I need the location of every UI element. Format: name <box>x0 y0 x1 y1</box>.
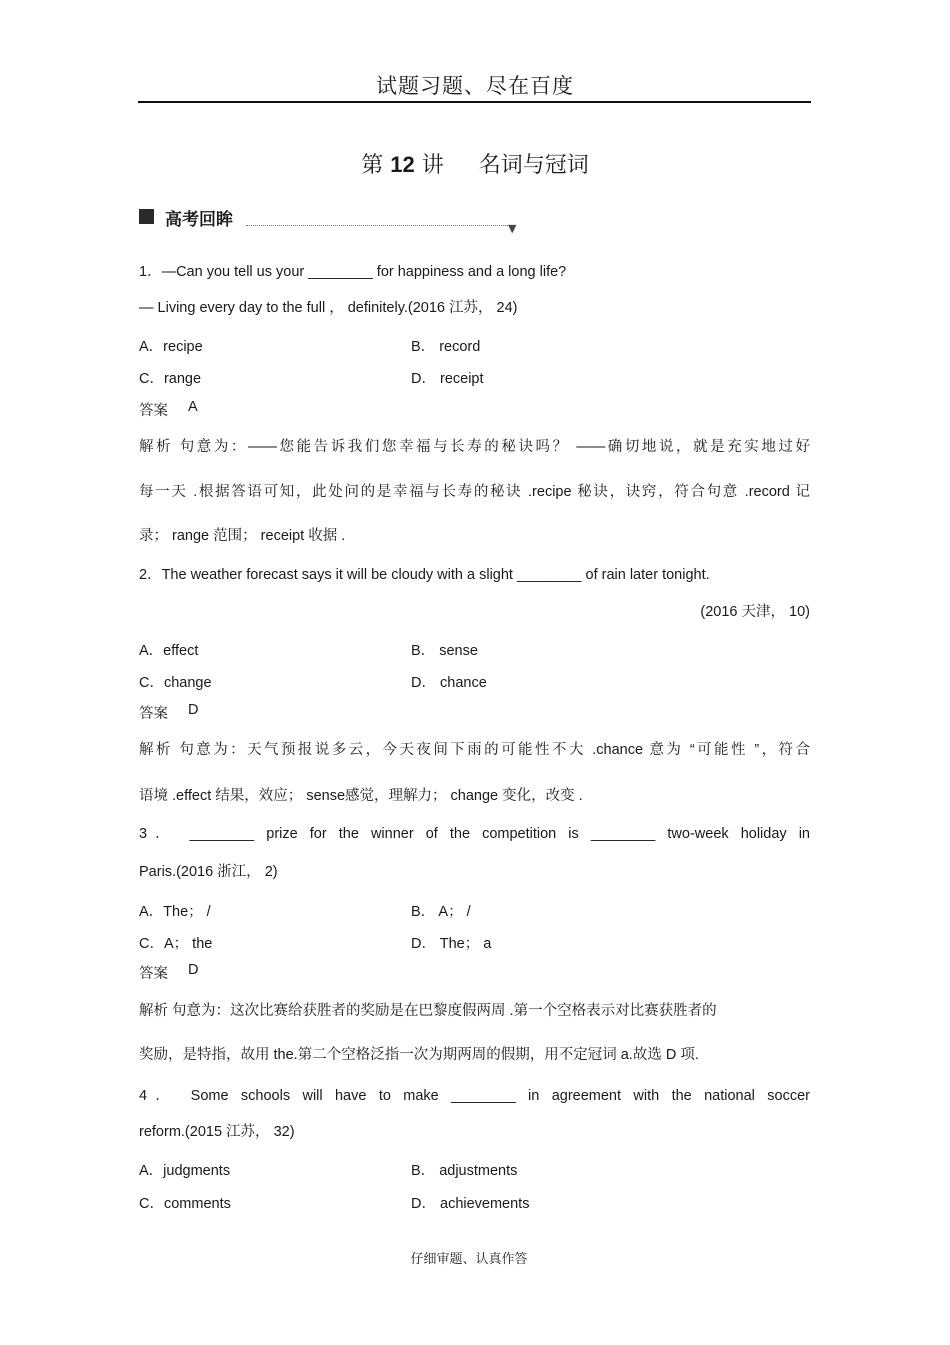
page-footer: 仔细审题、认真作答 <box>410 1252 528 1267</box>
q4-option-c: C．comments <box>139 1196 231 1212</box>
header-divider <box>138 101 811 103</box>
lesson-prefix: 第 <box>361 153 384 178</box>
q1-explanation-line3: 录； range 范围； receipt 收据 . <box>139 528 346 544</box>
q4-option-d: D． achievements <box>411 1196 530 1212</box>
q2-option-b: B． sense <box>411 643 478 659</box>
q1-answer: A <box>188 399 198 415</box>
q2-option-a: A．effect <box>139 643 199 659</box>
q4-stem-line2: reform.(2015 江苏， 32) <box>139 1124 295 1140</box>
q2-answer: D <box>188 702 199 718</box>
q3-explanation-line1: 解析 句意为：这次比赛给获胜者的奖励是在巴黎度假两周 .第一个空格表示对比赛获胜者的 <box>139 1003 717 1019</box>
q1-option-b: B． record <box>411 339 481 355</box>
q1-explanation-line2: 每一天 .根据答语可知，此处问的是幸福与长寿的秘诀 .recipe 秘诀，诀窍，符合句意 .record 记 <box>139 484 810 500</box>
q2-explanation-line1: 解析 句意为：天气预报说多云，今天夜间下雨的可能性不大 .chance 意为 “可能性 ”，符合 <box>139 742 810 758</box>
q3-option-d: D． The； a <box>411 936 492 952</box>
q1-answer-label: 答案 <box>139 403 168 419</box>
q3-option-b: B． A； / <box>411 904 471 920</box>
q3-option-c: C．A； the <box>139 936 213 952</box>
q2-stem-line1: 2．The weather forecast says it will be cloudy with a slight ________ of rain later tonight. <box>139 567 710 583</box>
q1-option-a: A．recipe <box>139 339 203 355</box>
q2-answer-label: 答案 <box>139 706 168 722</box>
triangle-down-icon: ▼ <box>508 222 517 235</box>
lesson-suffix: 讲 <box>421 153 444 178</box>
section-dotted-line <box>246 225 510 226</box>
q2-option-d: D． chance <box>411 675 487 691</box>
lesson-topic: 名词与冠词 <box>478 153 589 178</box>
q2-source: (2016 天津， 10) <box>700 604 810 620</box>
lesson-title <box>0 148 950 179</box>
q1-option-c: C．range <box>139 371 202 387</box>
section-square-icon <box>139 209 154 224</box>
q1-option-d: D． receipt <box>411 371 484 387</box>
q3-stem-line2: Paris.(2016 浙江， 2) <box>139 864 278 880</box>
q3-stem-line1: 3． ________ prize for the winner of the competition is ________ two-week holiday in <box>139 826 810 842</box>
section-label: 高考回眸 <box>165 210 233 230</box>
q1-stem-line1: 1．—Can you tell us your ________ for happiness and a long life? <box>139 264 567 280</box>
q3-explanation-line2: 奖励，是特指，故用 the.第二个空格泛指一次为期两周的假期，用不定冠词 a.故选 D 项. <box>139 1047 699 1063</box>
q2-explanation-line2: 语境 .effect 结果，效应； sense感觉，理解力； change 变化，改变 . <box>139 788 583 804</box>
q3-answer: D <box>188 962 199 978</box>
q4-option-b: B． adjustments <box>411 1163 518 1179</box>
q4-option-a: A．judgments <box>139 1163 231 1179</box>
q1-explanation-line1: 解析 句意为：——您能告诉我们您幸福与长寿的秘诀吗？ ——确切地说，就是充实地过好 <box>139 439 810 455</box>
q2-option-c: C．change <box>139 675 212 691</box>
page-header-title: 试题习题、尽在百度 <box>376 74 574 98</box>
q3-answer-label: 答案 <box>139 966 168 982</box>
q4-stem-line1: 4． Some schools will have to make ________ in agreement with the national soccer <box>139 1088 810 1104</box>
q1-stem-line2: — Living every day to the full ， definitely.(2016 江苏， 24) <box>139 300 518 316</box>
lesson-number: 12 <box>390 152 415 177</box>
q3-option-a: A．The； / <box>139 904 211 920</box>
